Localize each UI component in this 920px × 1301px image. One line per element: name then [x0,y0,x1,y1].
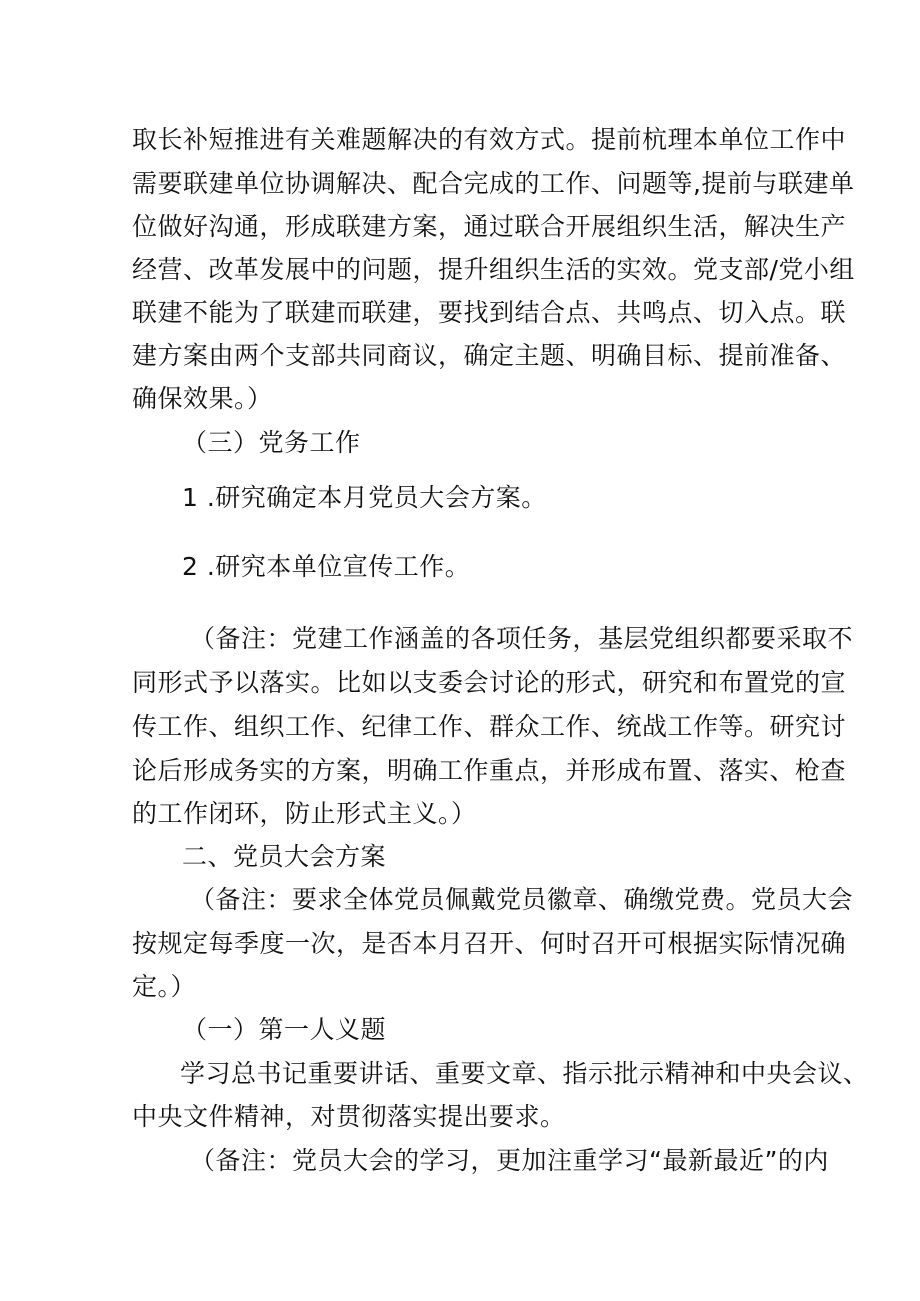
para1-line-6: 建方案由两个支部共同商议，确定主题、明确目标、提前准备、 [132,341,847,370]
note1-line-1: （备注：党建工作涵盖的各项任务，基层党组织都要采取不 [190,624,854,653]
note1-line-3: 传工作、组织工作、纪律工作、群众工作、统战工作等。研究讨 [132,712,847,741]
section-heading-2: 二、党员大会方案 [182,842,387,871]
note1-line-2: 同形式予以落实。比如以支委会讨论的形式，研究和布置党的宣 [132,668,847,697]
list-item-1: 1 .研究确定本月党员大会方案。 [182,483,547,512]
para1-line-5: 联建不能为了联建而联建，要找到结合点、共鸣点、切入点。联 [132,298,847,327]
section-heading-1: （一）第一人义题 [182,1015,387,1044]
note2-line-3: 定。） [132,972,197,1001]
para1-line-4: 经营、改革发展中的问题，提升组织生活的实效。党支部/党小组 [132,255,855,284]
note1-line-5: 的工作闭环，防止形式主义。） [132,799,477,828]
section-heading-3: （三）党务工作 [182,428,361,457]
para1-line-7: 确保效果。） [132,384,273,413]
note1-line-4: 论后形成务实的方案，明确工作重点，并形成布置、落实、枪查 [132,756,847,785]
note3-line-1: （备注：党员大会的学习，更加注重学习“最新最近”的内 [190,1146,829,1175]
note2-line-1: （备注：要求全体党员佩戴党员徽章、确缴党费。党员大会 [190,885,854,914]
para1-line-2: 需要联建单位协调解决、配合完成的工作、问题等,提前与联建单 [132,169,855,198]
para2-line-1: 学习总书记重要讲话、重要文章、指示批示精神和中央会议、 [180,1059,869,1088]
para2-line-2: 中央文件精神，对贯彻落实提出要求。 [132,1102,566,1131]
list-item-2: 2 .研究本单位宣传工作。 [182,552,471,581]
para1-line-1: 取长补短推进有关难题解决的有效方式。提前杭理本单位工作中 [132,125,847,154]
note2-line-2: 按规定每季度一次，是否本月召开、何时召开可根据实际情况确 [132,929,847,958]
para1-line-3: 位做好沟通，形成联建方案，通过联合开展组织生活，解决生产 [132,212,847,241]
